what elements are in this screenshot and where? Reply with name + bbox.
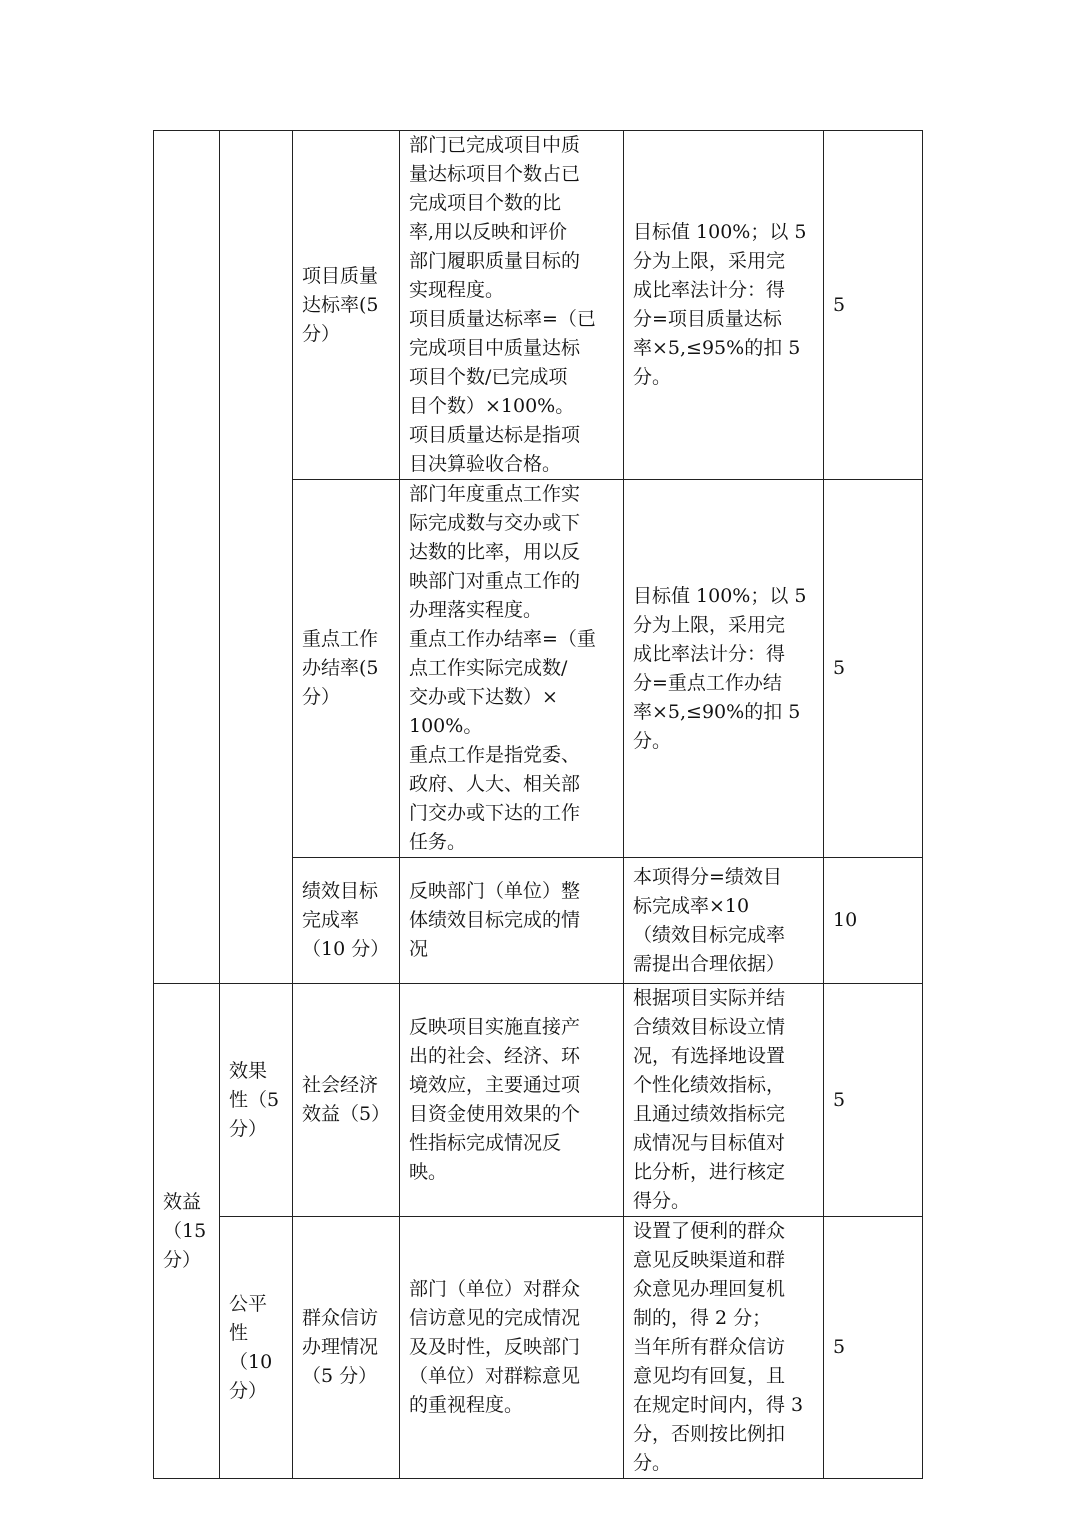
subcategory-cell-empty: [220, 131, 293, 984]
category-cell-empty: [154, 131, 220, 984]
indicator-cell: 社会经济 效益（5）: [293, 984, 400, 1217]
score-cell: 10: [824, 858, 923, 984]
criteria-cell: 目标值 100%；以 5 分为上限，采用完 成比率法计分：得 分=重点工作办结 率×5,≤90%的扣 5 分。: [624, 480, 824, 858]
indicator-cell: 重点工作 办结率(5 分）: [293, 480, 400, 858]
indicator-cell: 项目质量 达标率(5 分）: [293, 131, 400, 480]
category-cell: 效益 （15 分）: [154, 984, 220, 1479]
criteria-cell: 目标值 100%；以 5 分为上限，采用完 成比率法计分：得 分=项目质量达标 率×5,≤95%的扣 5 分。: [624, 131, 824, 480]
description-cell: 反映部门（单位）整 体绩效目标完成的情 况: [400, 858, 624, 984]
table-row: [154, 131, 923, 480]
indicator-cell: 绩效目标 完成率 （10 分）: [293, 858, 400, 984]
score-cell: 5: [824, 984, 923, 1217]
criteria-cell: 根据项目实际并结 合绩效目标设立情 况，有选择地设置 个性化绩效指标， 且通过绩效指标完 成情况与目标值对 比分析，进行核定 得分。: [624, 984, 824, 1217]
criteria-cell: 本项得分=绩效目 标完成率×10 （绩效目标完成率 需提出合理依据）: [624, 858, 824, 984]
indicator-cell: 群众信访 办理情况 （5 分）: [293, 1217, 400, 1479]
score-cell: 5: [824, 131, 923, 480]
table-row: [154, 984, 923, 1217]
evaluation-table: [153, 130, 923, 1479]
table-row: [154, 1217, 923, 1479]
score-cell: 5: [824, 1217, 923, 1479]
score-cell: 5: [824, 480, 923, 858]
criteria-cell: 设置了便利的群众 意见反映渠道和群 众意见办理回复机 制的，得 2 分； 当年所有群众信访 意见均有回复，且 在规定时间内，得 3 分，否则按比例扣 分。: [624, 1217, 824, 1479]
description-cell: 反映项目实施直接产 出的社会、经济、环 境效应，主要通过项 目资金使用效果的个 性指标完成情况反 映。: [400, 984, 624, 1217]
description-cell: 部门已完成项目中质 量达标项目个数占已 完成项目个数的比 率,用以反映和评价 部门履职质量目标的 实现程度。 项目质量达标率=（已 完成项目中质量达标 项目个数/已完成项 目个数）×100%。 项目质量达标是指项 目决算验收合格。: [400, 131, 624, 480]
subcategory-cell: 公平 性 （10 分）: [220, 1217, 293, 1479]
description-cell: 部门（单位）对群众 信访意见的完成情况 及及时性，反映部门 （单位）对群粽意见 的重视程度。: [400, 1217, 624, 1479]
description-cell: 部门年度重点工作实 际完成数与交办或下 达数的比率，用以反 映部门对重点工作的 办理落实程度。 重点工作办结率=（重 点工作实际完成数/ 交办或下达数）× 100%。 重点工作是指党委、 政府、人大、相关部 门交办或下达的工作 任务。: [400, 480, 624, 858]
subcategory-cell: 效果 性（5 分）: [220, 984, 293, 1217]
